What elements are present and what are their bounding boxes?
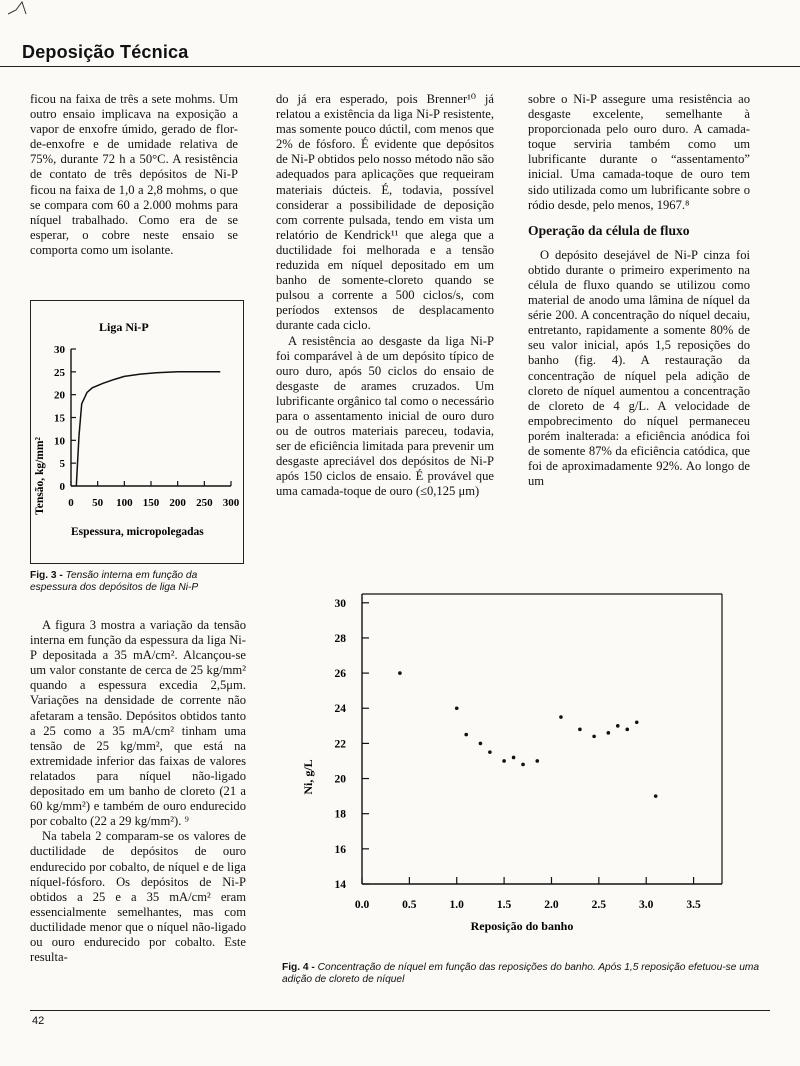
figure-3-caption [30,570,245,595]
fig4-y-tick-label: 18 [334,808,346,821]
fig4-data-point [607,731,611,735]
fig4-y-tick-label: 20 [334,773,346,786]
fig4-data-point [535,759,539,763]
fig4-y-tick-label: 22 [334,738,346,751]
fig4-data-point [464,733,468,737]
fig3-ylabel: Tensão, kg/mm² [34,437,46,515]
fig4-x-tick-label: 0.0 [354,899,370,911]
fig4-y-tick-label: 16 [334,843,346,856]
column-1-paragraph-3: Na tabela 2 comparam-se os valores de ductilidade de depósitos de ouro endurecido por cobalto, de níquel e de liga níquel-fósforo. Os depósitos de Ni-P obtidos a 25 e a 35 mA/cm² eram essencialmente semelhantes, mas com ductilidade menor que o níquel não-ligado ou ouro endurecido por cobalto. Este resulta- [30,829,246,965]
fig4-y-tick-label: 24 [334,703,346,716]
header-rule [0,66,800,67]
page-header-title: Deposição Técnica [22,42,189,62]
fig4-x-tick-label: 0.5 [402,899,417,911]
fig3-series-line [76,372,220,486]
fig4-data-point [654,794,658,798]
fig4-xlabel: Reposição do banho [470,919,574,933]
column-2-paragraph-2: A resistência ao desgaste da liga Ni-P foi comparável à de um depósito típico de ouro duro, após 50 ciclos do ensaio de desgaste de arames cruzados. Um lubrificante orgânico tal como o necessário para o assentamento inicial de ouro duro ou de outros materiais pareceu, todavia, ser de eficiência limitada para prevenir um desgaste apreciável dos depósitos de Ni-P após 150 ciclos de ensaio. É provável que uma camada-toque de ouro (≤0,125 μm) [276,333,494,499]
fig3-x-tick-label: 50 [92,497,104,509]
fig3-title: Liga Ni-P [99,320,149,334]
fig3-y-tick-label: 25 [54,366,65,379]
fig3-x-tick-label: 150 [142,497,160,509]
footer-rule [30,1010,770,1011]
column-1-paragraph-2: A figura 3 mostra a variação da tensão interna em função da espessura da liga Ni-P depositada a 35 mA/cm². Alcançou-se um valor constante de cerca de 25 kg/mm² quando a espessura excedia 2,5μm. Variações na densidade de corrente não afetaram a tensão. Depósitos obtidos tanto a 25 como a 35 mA/cm² tinham uma tensão de 25 kg/mm², que está na extremidade inferior das faixas de valores relatados para níquel não-ligado depositado em um banho de cloreto (21 a 60 kg/mm²) e também de ouro endurecido por cobalto (22 a 29 kg/mm²). ⁹ [30,618,246,829]
fig3-y-tick-label: 30 [54,344,65,356]
fig4-y-tick-label: 30 [334,597,346,610]
fig3-y-tick-label: 0 [59,481,65,493]
figure-4-caption [282,962,762,987]
fig4-data-point [616,724,620,728]
figure-4 [282,562,762,960]
fig3-x-tick-label: 0 [68,497,74,509]
column-1-lower [30,618,246,965]
column-1 [30,92,238,258]
figure-3-chart [31,301,243,563]
figure-3-caption-label: Fig. 3 - [30,570,63,581]
fig4-x-tick-label: 2.5 [591,899,607,911]
fig4-data-point [488,750,492,754]
fig3-y-tick-label: 10 [54,435,65,448]
fig4-data-point [502,759,506,763]
fig4-x-tick-label: 1.5 [496,899,512,911]
fig3-x-tick-label: 300 [222,497,240,509]
fig4-y-tick-label: 28 [334,632,346,645]
fig3-y-tick-label: 15 [54,412,65,425]
fig4-data-point [398,671,402,675]
column-3-paragraph-2: O depósito desejável de Ni-P cinza foi obtido durante o primeiro experimento na célula de fluxo quando se utilizou como material de anodo uma lâmina de níquel da série 200. A concentração do níquel decaiu, entretanto, rapidamente a somente 80% de seu valor inicial, após 1,5 reposições do banho (fig. 4). A restauração da concentração de níquel pela adição de cloreto de níquel aumentou a concentração de cloreto de 4 g/L. A velocidade de empobrecimento do níquel permaneceu porém inalterada: a eficiência anódica foi de somente 87% da eficiência catódica, que foi de aproximadamente 92%. Ao longo de um [528,247,750,489]
figure-3 [30,300,244,564]
column-1-paragraph-1: ficou na faixa de três a sete mohms. Um outro ensaio implicava na exposição a vapor de enxofre úmido, gerado de flor-de-enxofre e de umidade relativa de 75%, durante 72 h a 50°C. A resistência de contato de três depósitos de Ni-P ficou na faixa de 1,0 a 2,8 mohms, o que se compara com 60 a 2.000 mohms para níquel trabalhado. Como era de se esperar, o cobre neste ensaio se comporta como um isolante. [30,92,238,257]
fig4-data-point [625,728,629,732]
fig4-data-point [455,706,459,710]
column-2-paragraph-1: do já era esperado, pois Brenner¹⁰ já relatou a existência da liga Ni-P resistente, mas somente pouco dúctil, com menos que 2% de fósforo. É evidente que depósitos de Ni-P obtidos pelo nosso método não são adequados para aplicações que requeiram materiais dúcteis. É, todavia, possível considerar a possibilidade de deposição com corrente pulsada, tendo em vista um relatório de Kendrick¹¹ que alega que a ductilidade foi melhorada e a tensão reduzida em níquel depositado em um banho de somente-cloreto quando se pulsou a corrente a 500 ciclos/s, com períodos extensos de desplacamento durante cada ciclo. [276,92,494,333]
figure-4-caption-text: Concentração de níquel em função das reposições do banho. Após 1,5 reposição efetuou-se uma adição de cloreto de níquel [282,962,760,986]
corner-mark-icon [4,0,30,16]
fig3-x-tick-label: 200 [169,497,186,509]
figure-3-caption-text: Tensão interna em função da espessura dos depósitos de liga Ni-P [30,570,199,594]
fig4-y-tick-label: 26 [334,668,346,681]
fig4-x-tick-label: 3.5 [686,899,701,911]
fig4-x-tick-label: 2.0 [544,899,559,911]
fig4-data-point [512,756,516,760]
column-2 [276,92,494,500]
fig3-y-tick-label: 20 [54,389,65,402]
fig4-y-tick-label: 14 [334,879,346,891]
fig3-xlabel: Espessura, micropolegadas [71,526,204,538]
fig3-x-tick-label: 100 [116,497,133,509]
fig4-x-tick-label: 3.0 [639,899,654,911]
fig4-data-point [592,735,596,739]
figure-4-chart [282,562,762,960]
fig4-x-tick-label: 1.0 [449,899,464,911]
column-3 [528,92,750,489]
fig4-data-point [559,715,563,719]
page-number: 42 [32,1015,45,1027]
fig3-y-tick-label: 5 [59,458,65,471]
section-heading: Operação da célula de fluxo [528,222,690,238]
fig4-data-point [578,728,582,732]
figure-4-caption-label: Fig. 4 - [282,962,315,973]
fig4-ylabel: Ni, g/L [301,759,315,795]
fig3-x-tick-label: 250 [196,497,213,509]
column-3-paragraph-1: sobre o Ni-P assegure uma resistência ao desgaste excelente, semelhante à proporcionada pelo ouro duro. A camada-toque serviria também como um lubrificante durante o “assentamento” inicial. Uma camada-toque de ouro tem sido utilizada como um lubrificante sobre o ródio desde, pelo menos, 1967.⁸ [528,92,750,212]
fig4-data-point [479,742,483,746]
fig4-data-point [635,721,639,725]
fig4-data-point [521,763,525,767]
